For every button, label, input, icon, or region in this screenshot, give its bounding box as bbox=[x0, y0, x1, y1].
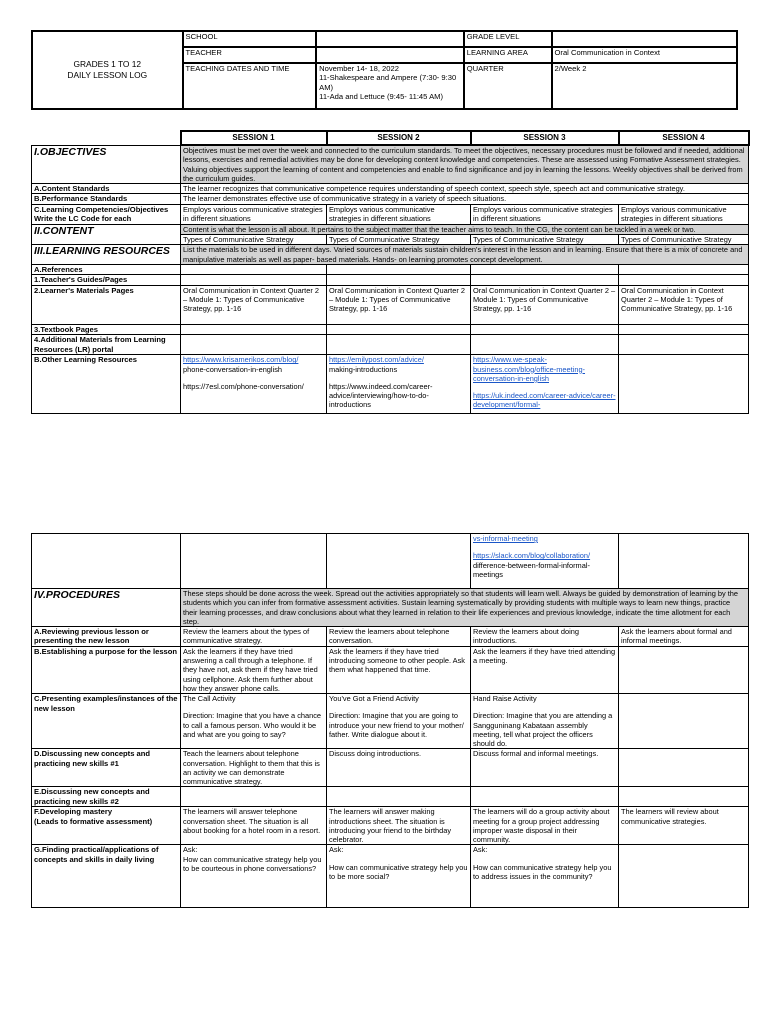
objectives-title: I.OBJECTIVES bbox=[32, 145, 181, 184]
learning-area-label: LEARNING AREA bbox=[464, 47, 552, 63]
resource-text: https://7esl.com/phone-conversation/ bbox=[183, 381, 304, 391]
procedure-cell bbox=[327, 694, 471, 749]
resource-text: https://www.indeed.com/career-advice/interviewing/how-to-do-introductions bbox=[329, 381, 433, 410]
procedure-a-label: A.Reviewing previous lesson or presenting the new lesson bbox=[32, 627, 181, 647]
procedure-cell bbox=[619, 646, 749, 693]
performance-standards-text: The learner demonstrates effective use of communicative strategy in a variety of speech situations. bbox=[181, 194, 749, 204]
resource-link[interactable]: https://www.we-speak-business.com/blog/office-meeting-conversation-in-english bbox=[473, 355, 586, 383]
procedure-cell: Discuss doing introductions. bbox=[327, 749, 471, 787]
competencies-label-line: C.Learning Competencies/Objectives bbox=[34, 204, 169, 214]
procedure-e-row bbox=[32, 787, 749, 807]
procedures-note: These steps should be done across the week. Spread out the activities appropriately so that students will learn well. Always be guided by demonstration of learning by the students which you can infer from formative assessment activities. Sustain learning systematically by providing students with multiple ways to learn new things, practice their learning processes, and draw conclusions about what they learned in relation to their life experiences and previous knowledge, indicate the time allotment for each step. bbox=[181, 589, 749, 627]
resources-title: III.LEARNING RESOURCES bbox=[32, 245, 181, 265]
procedure-cell bbox=[471, 694, 619, 749]
other-resources-continued-row bbox=[32, 534, 749, 589]
procedure-f-row bbox=[32, 807, 749, 845]
procedure-cell bbox=[619, 694, 749, 749]
dates-line: 11-Shakespeare and Ampere (7:30- 9:30 AM) bbox=[319, 73, 457, 92]
procedure-cell: Ask the learners if they have tried answering a call through a telephone. If they have not, ask them if they have tried using cellphone. Ask them further about how they answer phone calls. bbox=[181, 646, 327, 693]
session-header-row bbox=[32, 131, 749, 145]
resource-text: difference-between-formal-informal-meetings bbox=[473, 560, 590, 579]
content-topic-cell: Types of Communicative Strategy bbox=[181, 235, 327, 245]
additional-materials-label: 4.Additional Materials from Learning Resources (LR) portal bbox=[32, 335, 181, 355]
activity-title: The Call Activity bbox=[183, 694, 236, 704]
other-resources-cell-3 bbox=[471, 355, 619, 414]
learners-materials-row bbox=[32, 285, 749, 324]
school-value[interactable] bbox=[316, 31, 464, 47]
dates-line: November 14- 18, 2022 bbox=[319, 64, 399, 73]
competencies-row bbox=[32, 204, 749, 224]
procedure-c-label: C.Presenting examples/instances of the new lesson bbox=[32, 694, 181, 749]
resources-row bbox=[32, 245, 749, 265]
grade-level-label: GRADE LEVEL bbox=[464, 31, 552, 47]
procedure-e-label: E.Discussing new concepts and practicing new skills #2 bbox=[32, 787, 181, 807]
procedure-f-label-line: F.Developing mastery bbox=[34, 807, 113, 817]
competencies-label-line: Write the LC Code for each bbox=[34, 214, 132, 224]
dates-line: 11-Ada and Lettuce (9:45- 11:45 AM) bbox=[319, 92, 443, 102]
procedure-cell: Review the learners about the types of communicative strategy. bbox=[181, 627, 327, 647]
session-4-header: SESSION 4 bbox=[619, 131, 749, 145]
quarter-value[interactable]: 2/Week 2 bbox=[552, 63, 737, 109]
competency-cell: Employs various communicative strategies in different situations bbox=[619, 204, 749, 224]
performance-standards-label: B.Performance Standards bbox=[32, 194, 181, 204]
other-resources-cell-1 bbox=[181, 355, 327, 414]
procedure-cell: Review the learners about doing introductions. bbox=[471, 627, 619, 647]
content-note: Content is what the lesson is all about. It pertains to the subject matter that the teacher aims to teach. In the CG, the content can be tackled in a week or two. bbox=[181, 224, 749, 234]
ask-label: Ask: bbox=[183, 845, 198, 855]
procedures-row bbox=[32, 589, 749, 627]
procedure-f-label bbox=[32, 807, 181, 845]
session-1-header: SESSION 1 bbox=[181, 131, 327, 145]
other-resources-label: B.Other Learning Resources bbox=[32, 355, 181, 414]
dll-label: DAILY LESSON LOG bbox=[67, 70, 148, 80]
content-topic-cell: Types of Communicative Strategy bbox=[327, 235, 471, 245]
dates-label: TEACHING DATES AND TIME bbox=[183, 63, 317, 109]
learners-materials-cell: Oral Communication in Context Quarter 2 – Module 1: Types of Communicative Strategy, pp. 1-16 bbox=[181, 285, 327, 324]
teachers-guide-label: 1.Teacher's Guides/Pages bbox=[32, 275, 181, 285]
other-resources-cell-4 bbox=[619, 355, 749, 414]
ask-question: How can communicative strategy help you to be more social? bbox=[329, 862, 468, 881]
resource-link[interactable]: https://emilypost.com/advice/ bbox=[329, 355, 424, 365]
procedure-g-row bbox=[32, 845, 749, 908]
dates-value[interactable] bbox=[316, 63, 464, 109]
quarter-label: QUARTER bbox=[464, 63, 552, 109]
activity-title: Hand Raise Activity bbox=[473, 694, 537, 704]
content-standards-text: The learner recognizes that communicative competence requires understanding of speech context, speech style, speech act and communicative strategy. bbox=[181, 184, 749, 194]
textbook-label: 3.Textbook Pages bbox=[32, 324, 181, 334]
procedure-b-label: B.Establishing a purpose for the lesson bbox=[32, 646, 181, 693]
procedure-cell: The learners will review about communicative strategies. bbox=[619, 807, 749, 845]
learners-materials-cell: Oral Communication in Context Quarter 2 – Module 1: Types of Communicative Strategy, pp. 1-16 bbox=[327, 285, 471, 324]
session-3-header: SESSION 3 bbox=[471, 131, 619, 145]
resource-link[interactable]: https://uk.indeed.com/career-advice/career-development/formal- bbox=[473, 391, 616, 410]
competencies-label bbox=[32, 204, 181, 224]
ask-label: Ask: bbox=[473, 845, 488, 855]
objectives-note: Objectives must be met over the week and connected to the curriculum standards. To meet the objectives, necessary procedures must be followed and if needed, additional lessons, exercises and remedial activities may be done for developing content knowledge and competencies. These are assessed using Formative Assessment strategies. Valuing objectives support the learning of content and competencies and enable to find significance and joy in learning the lessons. Weekly objectives shall be derived from the curriculum guides. bbox=[181, 145, 749, 184]
procedure-a-row bbox=[32, 627, 749, 647]
other-resources-cell-2 bbox=[327, 355, 471, 414]
procedure-cell bbox=[327, 845, 471, 908]
other-resources-row bbox=[32, 355, 749, 414]
competency-cell: Employs various communicative strategies in different situations bbox=[181, 204, 327, 224]
procedure-cell bbox=[181, 845, 327, 908]
teacher-label: TEACHER bbox=[183, 47, 317, 63]
dll-title bbox=[32, 31, 183, 109]
ask-label: Ask: bbox=[329, 845, 344, 855]
textbook-row bbox=[32, 324, 749, 334]
activity-direction: Direction: Imagine that you are going to introduce your new friend to your mother/ father. Write dialogue about it. bbox=[329, 711, 464, 739]
header-table bbox=[31, 30, 738, 110]
performance-standards-row bbox=[32, 194, 749, 204]
procedure-f-label-line: (Leads to formative assessment) bbox=[34, 816, 153, 826]
learners-materials-cell: Oral Communication in Context Quarter 2 – Module 1: Types of Communicative Strategy, pp. 1-16 bbox=[619, 285, 749, 324]
competency-cell: Employs various communicative strategies in different situations bbox=[471, 204, 619, 224]
content-title: II.CONTENT bbox=[32, 224, 181, 245]
objectives-row bbox=[32, 145, 749, 184]
resources-note: List the materials to be used in different days. Varied sources of materials sustain children's interest in the lesson and in learning. Ensure that there is a mix of concrete and manipulative materials as well as paper- based materials. Hands- on learning promotes concept development. bbox=[181, 245, 749, 265]
procedure-cell: Ask the learners if they have tried attending a meeting. bbox=[471, 646, 619, 693]
procedure-cell: Discuss formal and informal meetings. bbox=[471, 749, 619, 787]
content-topic-cell: Types of Communicative Strategy bbox=[471, 235, 619, 245]
procedure-cell: The learners will do a group activity about meeting for a group project addressing improper waste disposal in their community. bbox=[471, 807, 619, 845]
teachers-guide-row bbox=[32, 275, 749, 285]
content-standards-label: A.Content Standards bbox=[32, 184, 181, 194]
references-label: A.References bbox=[32, 264, 181, 274]
grade-level-value[interactable] bbox=[552, 31, 737, 47]
procedure-cell: Teach the learners about telephone conversation. Highlight to them that this is an activity we can demonstrate communicative strategy. bbox=[181, 749, 327, 787]
content-topic-cell: Types of Communicative Strategy bbox=[619, 235, 749, 245]
school-label: SCHOOL bbox=[183, 31, 317, 47]
references-row bbox=[32, 264, 749, 274]
learners-materials-label: 2.Learner's Materials Pages bbox=[32, 285, 181, 324]
learners-materials-cell: Oral Communication in Context Quarter 2 – Module 1: Types of Communicative Strategy, pp. 1-16 bbox=[471, 285, 619, 324]
procedure-cell bbox=[181, 694, 327, 749]
content-standards-row bbox=[32, 184, 749, 194]
procedure-cell: Ask the learners if they have tried introducing someone to other people. Ask them what happened that time. bbox=[327, 646, 471, 693]
learning-area-value[interactable]: Oral Communication in Context bbox=[552, 47, 737, 63]
resource-link[interactable]: https://www.krisamerikos.com/blog/ bbox=[183, 355, 299, 365]
ask-question: How can communicative strategy help you to be courteous in phone conversations? bbox=[183, 854, 322, 873]
procedure-cell: Ask the learners about formal and informal meetings. bbox=[619, 627, 749, 647]
ask-question: How can communicative strategy help you to address issues in the community? bbox=[473, 862, 612, 881]
activity-direction: Direction: Imagine that you are attending a Sangguninang Kabataan assembly meeting, tell what project the officers should do. bbox=[473, 711, 613, 749]
resource-link[interactable]: vs-informal-meeting bbox=[473, 534, 538, 543]
additional-materials-row bbox=[32, 335, 749, 355]
competency-cell: Employs various communicative strategies in different situations bbox=[327, 204, 471, 224]
resource-link[interactable]: https://slack.com/blog/collaboration/ bbox=[473, 551, 591, 561]
other-resources-cell-3-continued bbox=[471, 534, 619, 589]
procedure-b-row bbox=[32, 646, 749, 693]
lesson-table-part2 bbox=[31, 533, 749, 908]
activity-direction: Direction: Imagine that you have a chance to call a famous person. Who would it be and what are you going to say? bbox=[183, 711, 322, 739]
activity-title: You've Got a Friend Activity bbox=[329, 694, 419, 704]
lesson-table-part1 bbox=[31, 130, 750, 414]
procedure-g-label: G.Finding practical/applications of concepts and skills in daily living bbox=[32, 845, 181, 908]
resource-text: phone-conversation-in-english bbox=[183, 364, 283, 374]
procedure-cell bbox=[471, 845, 619, 908]
grades-label: GRADES 1 TO 12 bbox=[73, 59, 142, 70]
procedure-cell: The learners will answer making introductions sheet. The situation is introducing your friend to the birthday celebrator. bbox=[327, 807, 471, 845]
procedure-c-row bbox=[32, 694, 749, 749]
teacher-value[interactable] bbox=[316, 47, 464, 63]
procedure-cell: Review the learners about telephone conversation. bbox=[327, 627, 471, 647]
procedure-cell bbox=[619, 749, 749, 787]
procedures-title: IV.PROCEDURES bbox=[32, 589, 181, 627]
procedure-d-row bbox=[32, 749, 749, 787]
procedure-d-label: D.Discussing new concepts and practicing new skills #1 bbox=[32, 749, 181, 787]
procedure-cell bbox=[619, 845, 749, 908]
procedure-cell: The learners will answer telephone conversation sheet. The situation is all about booking for a hotel room in a resort. bbox=[181, 807, 327, 845]
content-row bbox=[32, 224, 749, 234]
session-2-header: SESSION 2 bbox=[327, 131, 471, 145]
resource-text: making-introductions bbox=[329, 364, 398, 374]
